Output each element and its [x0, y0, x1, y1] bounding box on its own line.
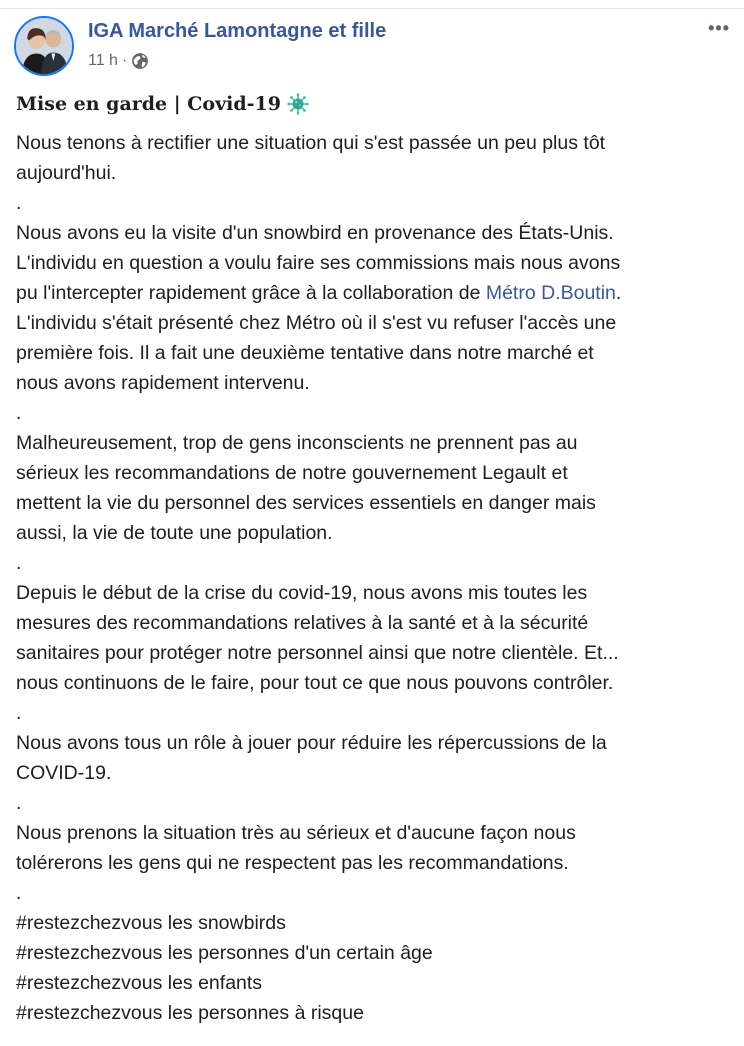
hashtag-line[interactable]: #restezchezvous les enfants [16, 972, 263, 994]
hashtag-line[interactable]: #restezchezvous les snowbirds [16, 912, 286, 934]
post-text-line: Nous avons tous un rôle à jouer pour réduire les répercussions de la [16, 732, 607, 754]
post-text-line: L'individu s'était présenté chez Métro où il s'est vu refuser l'accès une [16, 312, 617, 334]
post-text-line: Nous avons eu la visite d'un snowbird en provenance des États-Unis. [16, 222, 614, 244]
post-text-line: première fois. Il a fait une deuxième tentative dans notre marché et [16, 342, 594, 364]
post-text-line: sérieux les recommandations de notre gouvernement Legault et [16, 462, 568, 484]
post-text-line: nous avons rapidement intervenu. [16, 372, 310, 394]
post-text-line: aujourd'hui. [16, 162, 117, 184]
top-divider [0, 8, 744, 9]
post-heading [16, 93, 309, 115]
post-text-line: Malheureusement, trop de gens inconscients ne prennent pas au [16, 432, 578, 454]
post-text-line: mesures des recommandations relatives à la santé et à la sécurité [16, 612, 589, 634]
post-text-line: . [16, 552, 22, 574]
page-name-link[interactable]: IGA Marché Lamontagne et fille [88, 20, 387, 42]
metro-dboutin-link[interactable]: Métro D.Boutin [485, 282, 616, 304]
post-text-line: COVID-19. [16, 762, 112, 784]
globe-icon[interactable] [131, 52, 149, 70]
post-text-line: . [16, 792, 22, 814]
post-body [16, 128, 732, 1028]
hashtag-line[interactable]: #restezchezvous les personnes d'un certain âge [16, 942, 433, 964]
more-options-button[interactable]: ••• [708, 18, 730, 38]
post-text-line: nous continuons de le faire, pour tout ce que nous pouvons contrôler. [16, 672, 614, 694]
post-text-line: mettent la vie du personnel des services essentiels en danger mais [16, 492, 596, 514]
post-time[interactable]: 11 h [88, 52, 118, 69]
post-text-line: L'individu en question a voulu faire ses commissions mais nous avons [16, 252, 621, 274]
post-text-line: Nous prenons la situation très au sérieux et d'aucune façon nous [16, 822, 576, 844]
post-text-line: aussi, la vie de toute une population. [16, 522, 333, 544]
avatar-image [16, 18, 72, 74]
post-heading-text: Mise en garde | Covid-19 [16, 93, 281, 115]
post-text-line: . [16, 192, 22, 214]
post-header [14, 16, 730, 80]
post-text-line: . [16, 702, 22, 724]
post-text-line: Nous tenons à rectifier une situation qui s'est passée un peu plus tôt [16, 132, 606, 154]
post-text-line: . [16, 402, 22, 424]
post-text-line: tolérerons les gens qui ne respectent pas les recommandations. [16, 852, 569, 874]
avatar[interactable] [14, 16, 74, 76]
post-text-fragment: pu l'intercepter rapidement grâce à la collaboration de [16, 282, 486, 304]
post-text-fragment: . [615, 282, 622, 304]
post-text-line: . [16, 882, 22, 904]
post-text-line: Depuis le début de la crise du covid-19, nous avons mis toutes les [16, 582, 588, 604]
hashtag-line[interactable]: #restezchezvous les personnes à risque [16, 1002, 364, 1024]
meta-separator: · [121, 52, 128, 69]
post-text-line [16, 278, 732, 308]
virus-icon [287, 93, 309, 115]
post-meta [88, 52, 149, 70]
post-text-line: sanitaires pour protéger notre personnel ainsi que notre clientèle. Et... [16, 642, 619, 664]
